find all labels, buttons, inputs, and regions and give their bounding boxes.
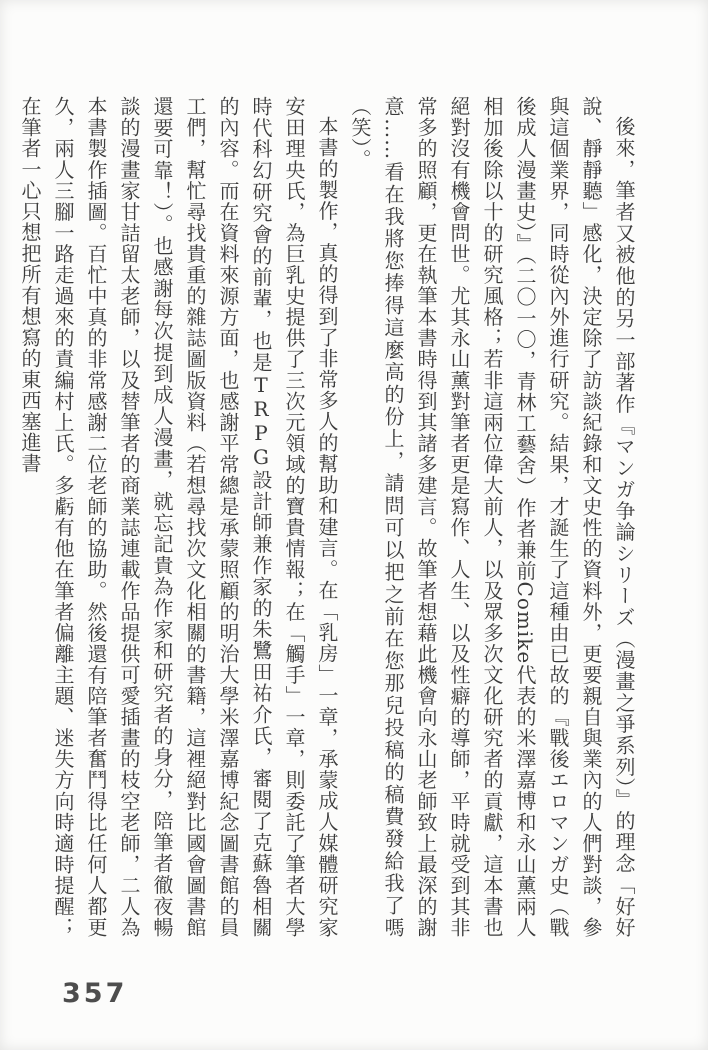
paragraph-2-text-end: 設計師兼作家的朱鷺田祐介氏，審閱了克蘇魯相關的內容。而在資料來源方面，也感謝平常總是承蒙照顧的明治大學米澤嘉博紀念圖書館的員工們，幫忙尋找貴重的雜誌圖版資料（若想尋找次文化相關的書籍，這裡絕對比國會圖書館還要可靠！）。也感謝每次提到成人漫畫，就忘記貴為作家和研究者的身分，陪筆者徹夜暢談的漫畫家甘詰留太老師，以及替筆者的商業誌連載作品提供可愛插畫的枝空老師，二人為本書製作插圖。百忙中真的非常感謝二位老師的協助。然後還有陪筆者奮鬥得比任何人都更久，兩人三腳一路走過來的責編村上氏。多虧有他在筆者偏離主題、迷失方向時適時提醒；在筆者一心只想把所有想寫的東西塞進書	[18, 96, 273, 939]
paragraph-2-text-start: 本書的製作，真的得到了非常多人的幫助和建言。在「乳房」一章，承蒙成人媒體研究家安田理央氏，為巨乳史提供了三次元領域的寶貴情報；在「觸手」一章，則委託了筆者大學時代科幻研究會的前輩，也是	[249, 96, 339, 938]
paragraph-2-acronym: TRPG	[249, 373, 273, 470]
paragraph-2	[13, 96, 343, 938]
page-number: 357	[62, 978, 128, 1009]
body-text	[13, 96, 640, 938]
paragraph-1: 後來，筆者又被他的另一部著作『マンガ争論シリーズ（漫畫之爭系列）』的理念「好好說、靜靜聽」感化，決定除了訪談紀錄和文史性的資料外，更要親自與業內的人們對談，參與這個業界，同時從內外進行研究。結果，才誕生了這種由已故的『戰後エロマンガ史（戰後成人漫畫史）』（二〇一〇，青林工藝舍）作者兼前Comike代表的米澤嘉博和永山薰兩人相加後除以十的研究風格；若非這兩位偉大前人，以及眾多次文化研究者的貢獻，這本書也絕對沒有機會問世。尤其永山薰對筆者更是寫作、人生、以及性癖的導師，平時就受到其非常多的照顧，更在執筆本書時得到其諸多建言。故筆者想藉此機會向永山老師致上最深的謝意……看在我將您捧得這麼高的份上，請問可以把之前在您那兒投稿的稿費發給我了嗎（笑）。	[348, 96, 636, 938]
